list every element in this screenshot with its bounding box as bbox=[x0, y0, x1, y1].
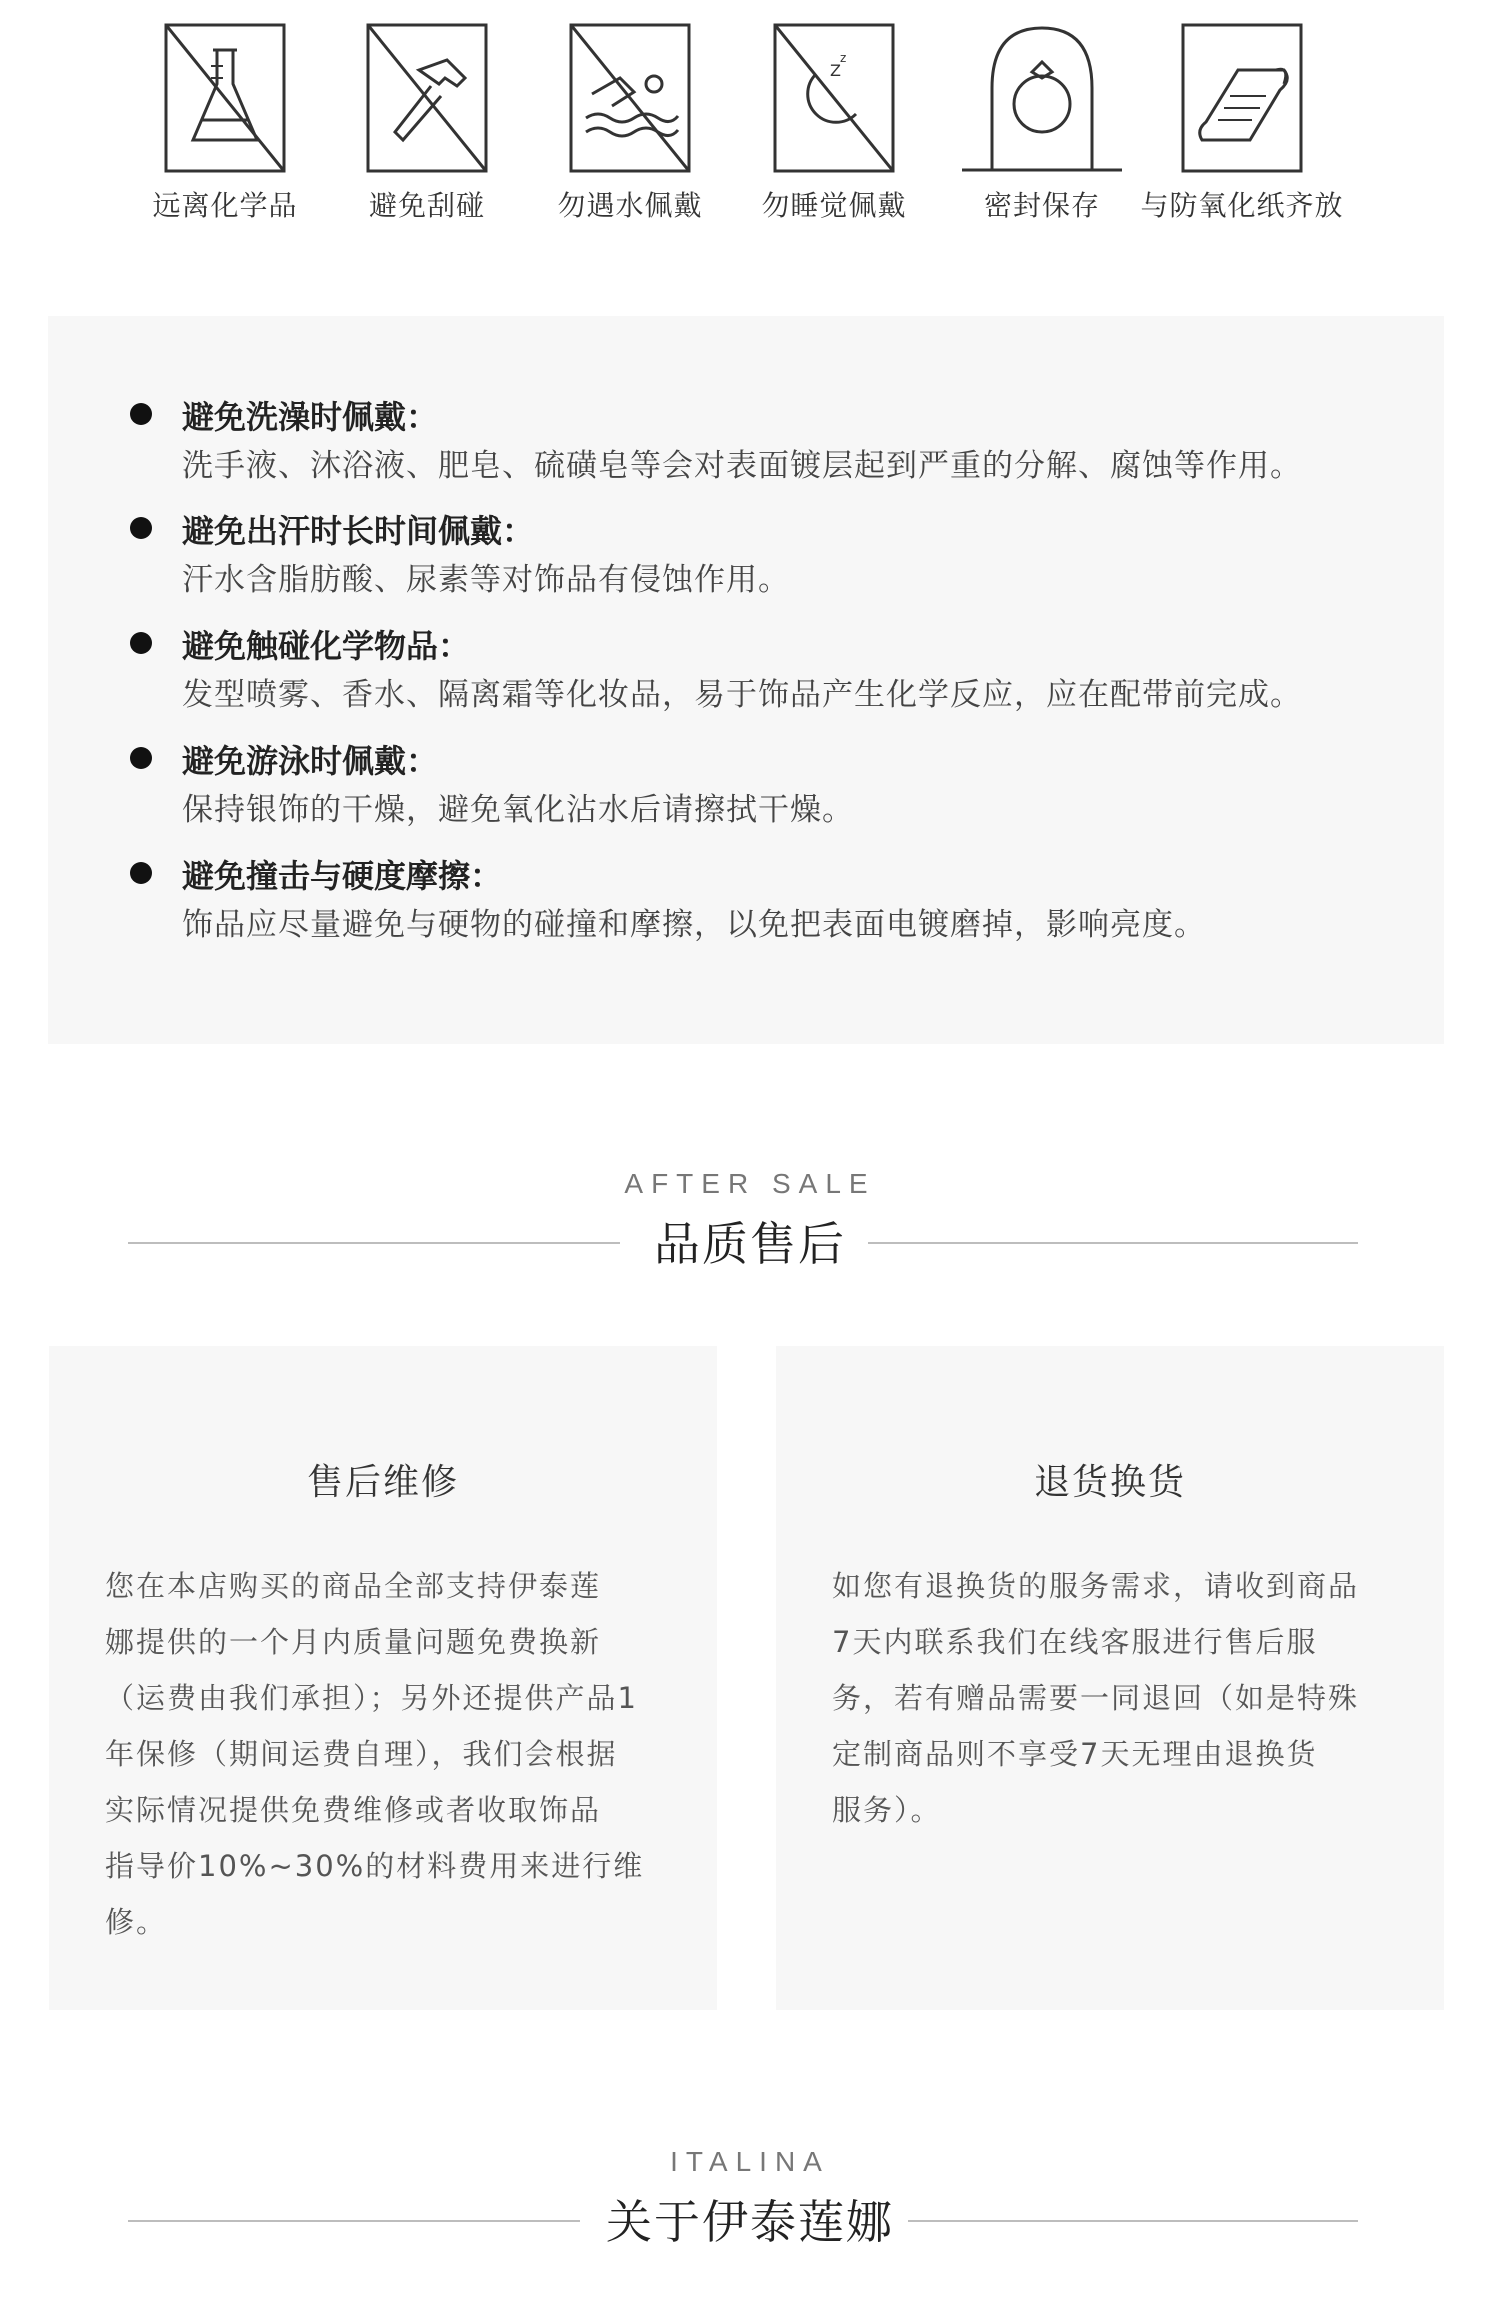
no-chemicals-icon bbox=[163, 22, 287, 174]
divider-right bbox=[908, 2220, 1358, 2222]
sealed-bag-icon bbox=[962, 22, 1122, 174]
card-line: （运费由我们承担）；另外还提供产品1 bbox=[105, 1681, 638, 1715]
care-item-sealed bbox=[932, 22, 1152, 224]
no-hammer-icon bbox=[365, 22, 489, 174]
card-title: 售后维修 bbox=[306, 1462, 459, 1503]
tip-title: 避免触碰化学物品： bbox=[182, 627, 471, 665]
tip-title: 避免出汗时长时间佩戴： bbox=[182, 512, 535, 550]
card-line: 7天内联系我们在线客服进行售后服 bbox=[832, 1625, 1318, 1659]
about-heading bbox=[0, 2146, 1500, 2252]
tip-title: 避免撞击与硬度摩擦： bbox=[182, 857, 503, 895]
care-label: 避免刮碰 bbox=[368, 189, 485, 222]
card-body bbox=[105, 1558, 665, 1950]
card-line: 服务）。 bbox=[832, 1793, 942, 1827]
after-sale-heading bbox=[0, 1168, 1500, 1274]
return-exchange-card bbox=[776, 1346, 1444, 2010]
card-line: 如您有退换货的服务需求，请收到商品 bbox=[832, 1569, 1360, 1603]
bullet-icon bbox=[130, 517, 152, 539]
care-label: 远离化学品 bbox=[152, 189, 298, 222]
section-title: 品质售后 bbox=[654, 1217, 846, 1271]
card-line: 修。 bbox=[105, 1905, 168, 1939]
care-item-sleep bbox=[724, 22, 944, 224]
card-line: 务，若有赠品需要一同退回（如是特殊 bbox=[832, 1681, 1360, 1715]
tip-text: 保持银饰的干燥，避免氧化沾水后请擦拭干燥。 bbox=[182, 792, 854, 828]
care-item-water bbox=[520, 22, 740, 224]
care-item-scratch bbox=[317, 22, 537, 224]
svg-text:z: z bbox=[840, 51, 847, 65]
card-line: 指导价10%~30%的材料费用来进行维 bbox=[105, 1849, 645, 1883]
no-swimming-icon bbox=[568, 22, 692, 174]
bullet-icon bbox=[130, 747, 152, 769]
no-sleep-icon bbox=[772, 22, 896, 174]
care-label: 与防氧化纸齐放 bbox=[1140, 189, 1344, 222]
svg-text:Z: Z bbox=[830, 61, 841, 80]
care-item-anti-oxidation bbox=[1132, 22, 1352, 224]
care-label: 勿睡觉佩戴 bbox=[761, 189, 907, 222]
tip-text: 饰品应尽量避免与硬物的碰撞和摩擦，以免把表面电镀磨掉，影响亮度。 bbox=[182, 907, 1206, 943]
care-label: 勿遇水佩戴 bbox=[557, 189, 703, 222]
card-line: 年保修（期间运费自理），我们会根据 bbox=[105, 1737, 618, 1771]
card-line: 定制商品则不享受7天无理由退换货 bbox=[832, 1737, 1318, 1771]
tip-text: 发型喷雾、香水、隔离霜等化妆品，易于饰品产生化学反应，应在配带前完成。 bbox=[182, 677, 1302, 713]
bullet-icon bbox=[130, 862, 152, 884]
divider-left bbox=[128, 2220, 580, 2222]
divider-right bbox=[868, 1242, 1358, 1244]
section-title: 关于伊泰莲娜 bbox=[606, 2195, 894, 2249]
card-line: 实际情况提供免费维修或者收取饰品 bbox=[105, 1793, 602, 1827]
card-body bbox=[832, 1558, 1392, 1838]
card-title: 退货换货 bbox=[1033, 1462, 1186, 1503]
tip-title: 避免游泳时佩戴： bbox=[182, 742, 439, 780]
tip-text: 汗水含脂肪酸、尿素等对饰品有侵蚀作用。 bbox=[182, 562, 790, 598]
bullet-icon bbox=[130, 632, 152, 654]
section-subtitle-en: ITALINA bbox=[670, 2146, 830, 2177]
care-tips-panel bbox=[48, 316, 1444, 1044]
repair-card bbox=[49, 1346, 717, 2010]
tip-title: 避免洗澡时佩戴： bbox=[182, 398, 439, 436]
anti-oxidation-paper-icon bbox=[1180, 22, 1304, 174]
care-label: 密封保存 bbox=[983, 189, 1100, 222]
care-item-chemicals bbox=[115, 22, 335, 224]
bullet-icon bbox=[130, 403, 152, 425]
card-line: 娜提供的一个月内质量问题免费换新 bbox=[105, 1625, 602, 1659]
tip-text: 洗手液、沐浴液、肥皂、硫磺皂等会对表面镀层起到严重的分解、腐蚀等作用。 bbox=[182, 448, 1302, 484]
card-line: 您在本店购买的商品全部支持伊泰莲 bbox=[105, 1569, 602, 1603]
section-subtitle-en: AFTER SALE bbox=[624, 1168, 876, 1199]
divider-left bbox=[128, 1242, 620, 1244]
care-icons-row bbox=[0, 0, 1500, 260]
